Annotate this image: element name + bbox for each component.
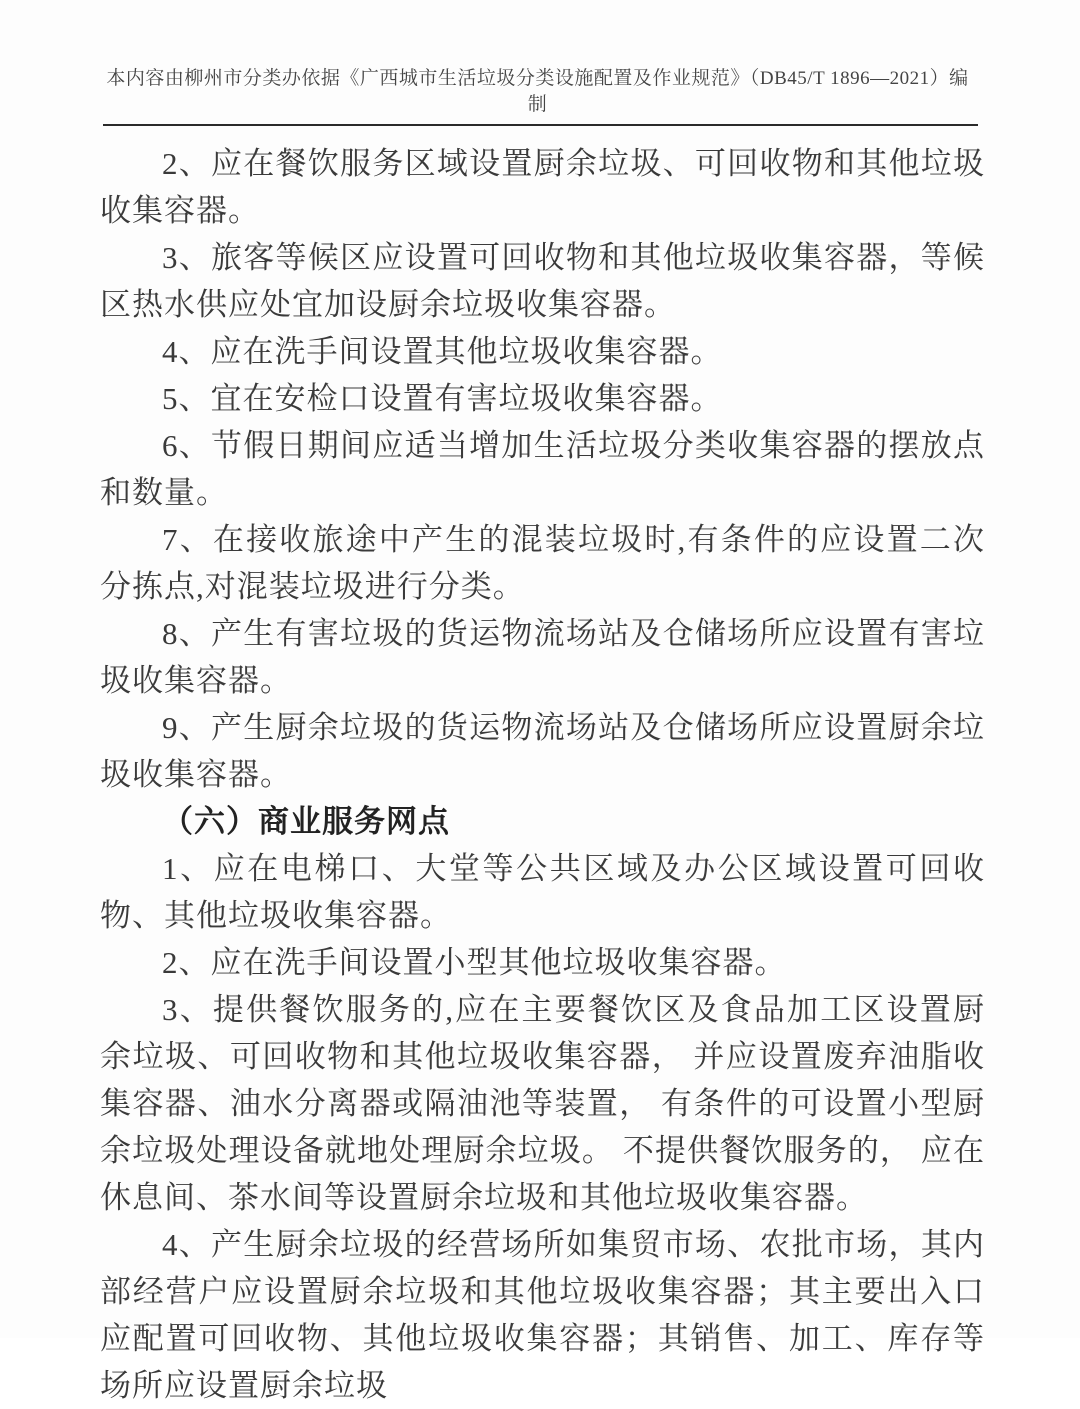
document-header-note: 本内容由柳州市分类办依据《广西城市生活垃圾分类设施配置及作业规范》（DB45/T 1896—2021）编制 <box>106 68 969 115</box>
body-paragraph: 4、应在洗手间设置其他垃圾收集容器。 <box>162 334 723 369</box>
body-paragraph: 7、在接收旅途中产生的混装垃圾时,有条件的应设置二次分拣点,对混装垃圾进行分类。 <box>100 522 985 604</box>
body-paragraph: 8、产生有害垃圾的货运物流场站及仓储场所应设置有害垃圾收集容器。 <box>100 616 985 698</box>
header-divider <box>103 124 978 126</box>
body-paragraph: 9、产生厨余垃圾的货运物流场站及仓储场所应设置厨余垃圾收集容器。 <box>100 710 985 792</box>
body-paragraph: 1、应在电梯口、大堂等公共区域及办公区域设置可回收物、其他垃圾收集容器。 <box>100 851 985 933</box>
body-paragraph: 3、提供餐饮服务的,应在主要餐饮区及食品加工区设置厨余垃圾、可回收物和其他垃圾收集容器， 并应设置废弃油脂收集容器、油水分离器或隔油池等装置， 有条件的可设置小型厨余垃圾处理设备就地处理厨余垃圾。 不提供餐饮服务的， 应在休息间、茶水间等设置厨余垃圾和其他垃圾收集容器。 <box>100 992 985 1215</box>
body-paragraph: 2、应在洗手间设置小型其他垃圾收集容器。 <box>162 945 787 980</box>
body-paragraph: 3、旅客等候区应设置可回收物和其他垃圾收集容器，等候区热水供应处宜加设厨余垃圾收集容器。 <box>100 240 985 322</box>
section-heading: （六）商业服务网点 <box>162 804 450 839</box>
document-body <box>100 140 985 1409</box>
body-paragraph: 2、应在餐饮服务区域设置厨余垃圾、可回收物和其他垃圾收集容器。 <box>100 146 985 228</box>
body-paragraph: 6、节假日期间应适当增加生活垃圾分类收集容器的摆放点和数量。 <box>100 428 985 510</box>
body-paragraph: 5、宜在安检口设置有害垃圾收集容器。 <box>162 381 723 416</box>
body-paragraph: 4、产生厨余垃圾的经营场所如集贸市场、农批市场，其内部经营户应设置厨余垃圾和其他垃圾收集容器；其主要出入口应配置可回收物、其他垃圾收集容器；其销售、加工、库存等场所应设置厨余垃圾 <box>100 1227 985 1403</box>
